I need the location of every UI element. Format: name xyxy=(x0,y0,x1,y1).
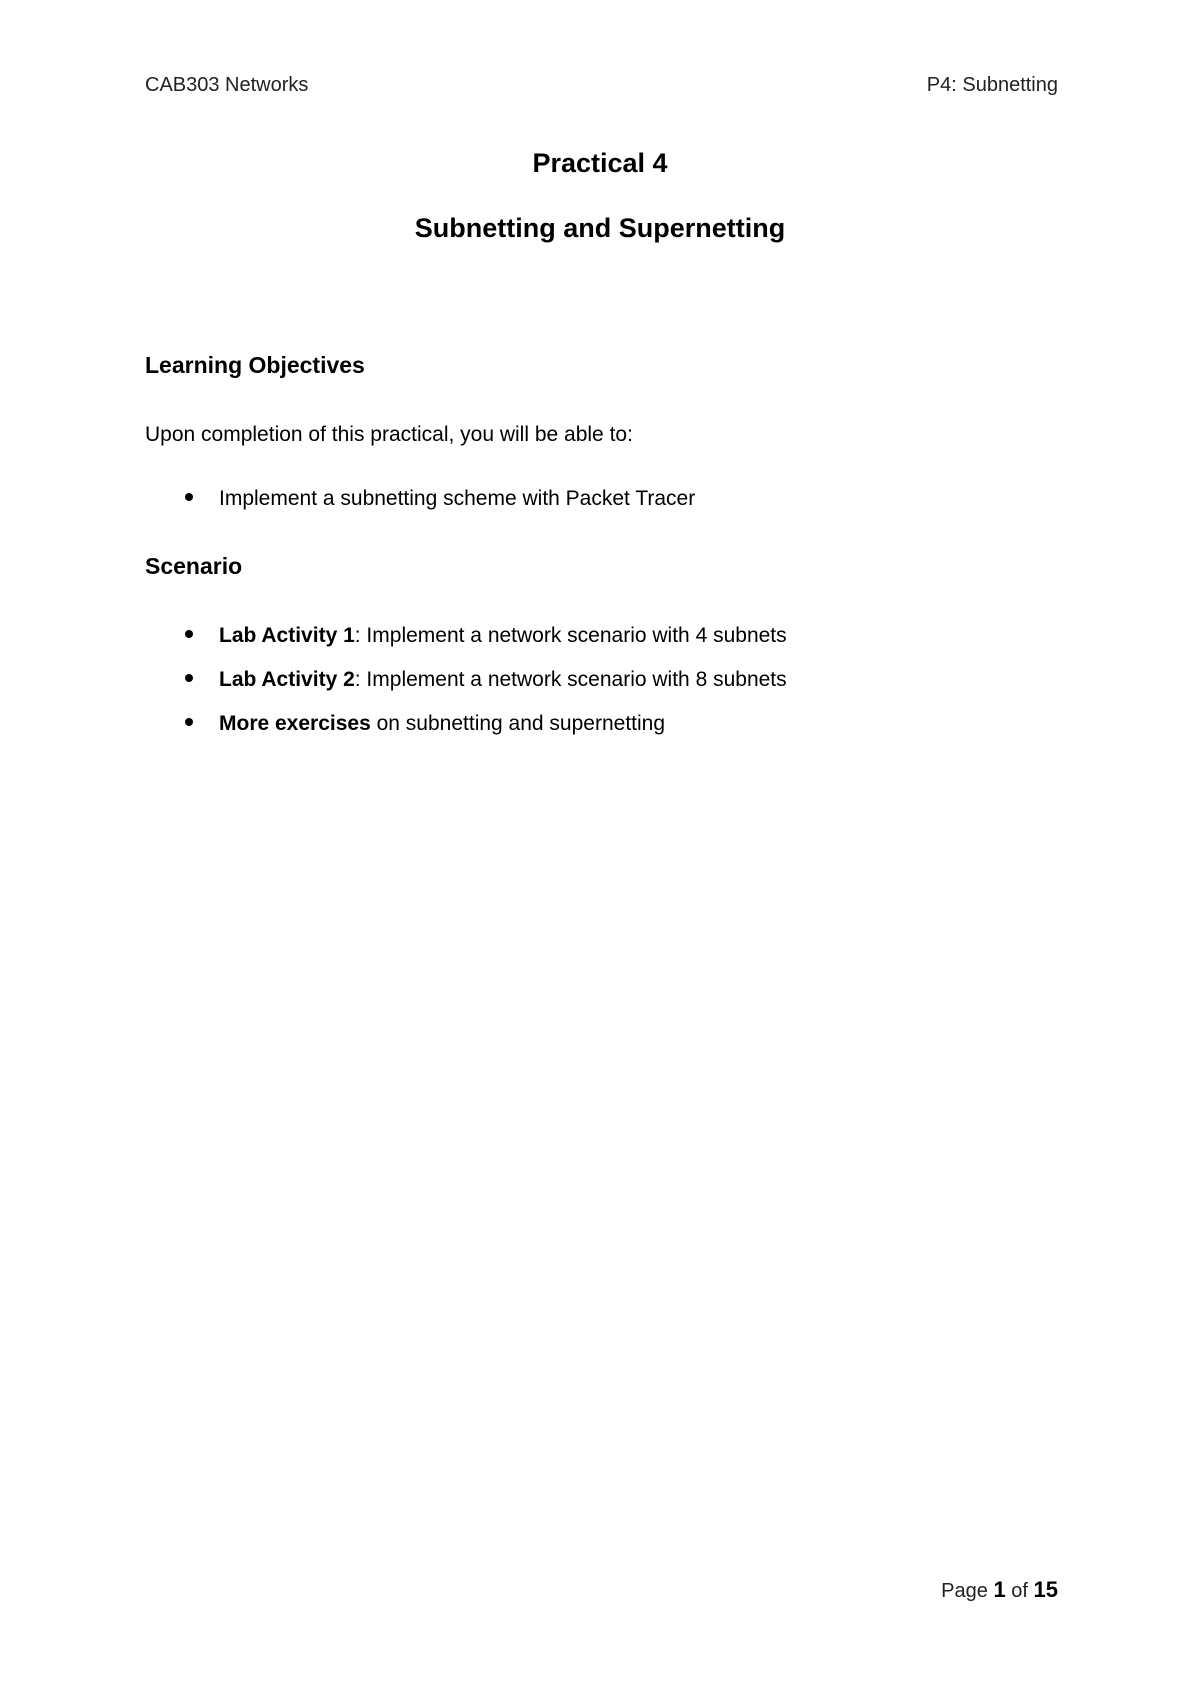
scenario-item xyxy=(185,712,665,736)
total-pages: 15 xyxy=(1033,1577,1058,1602)
scenario-item-text: : Implement a network scenario with 4 subnets xyxy=(354,624,787,647)
bullet-icon xyxy=(185,493,193,501)
page-word: Page xyxy=(941,1580,988,1602)
bullet-icon xyxy=(185,718,193,726)
bullet-icon xyxy=(185,630,193,638)
header-practical: P4: Subnetting xyxy=(926,74,1058,96)
heading-learning-objectives: Learning Objectives xyxy=(145,352,365,378)
header-course: CAB303 Networks xyxy=(145,74,309,96)
document-subtitle: Subnetting and Supernetting xyxy=(414,213,786,243)
objectives-intro: Upon completion of this practical, you will be able to: xyxy=(145,423,633,446)
document-title: Practical 4 xyxy=(532,148,668,178)
of-word: of xyxy=(1011,1580,1028,1602)
objective-item xyxy=(185,487,695,511)
current-page: 1 xyxy=(993,1577,1006,1602)
scenario-item-bold: More exercises xyxy=(219,712,371,735)
page-number xyxy=(941,1577,1058,1603)
bullet-icon xyxy=(185,674,193,682)
scenario-item-bold: Lab Activity 1 xyxy=(219,624,355,647)
scenario-item xyxy=(185,668,787,692)
scenario-item-text: on subnetting and supernetting xyxy=(370,712,666,735)
scenario-item xyxy=(185,624,787,648)
scenario-item-bold: Lab Activity 2 xyxy=(219,668,355,691)
heading-scenario: Scenario xyxy=(145,553,243,579)
scenario-item-text: : Implement a network scenario with 8 subnets xyxy=(354,668,787,691)
objective-text: Implement a subnetting scheme with Packet Tracer xyxy=(219,487,696,510)
